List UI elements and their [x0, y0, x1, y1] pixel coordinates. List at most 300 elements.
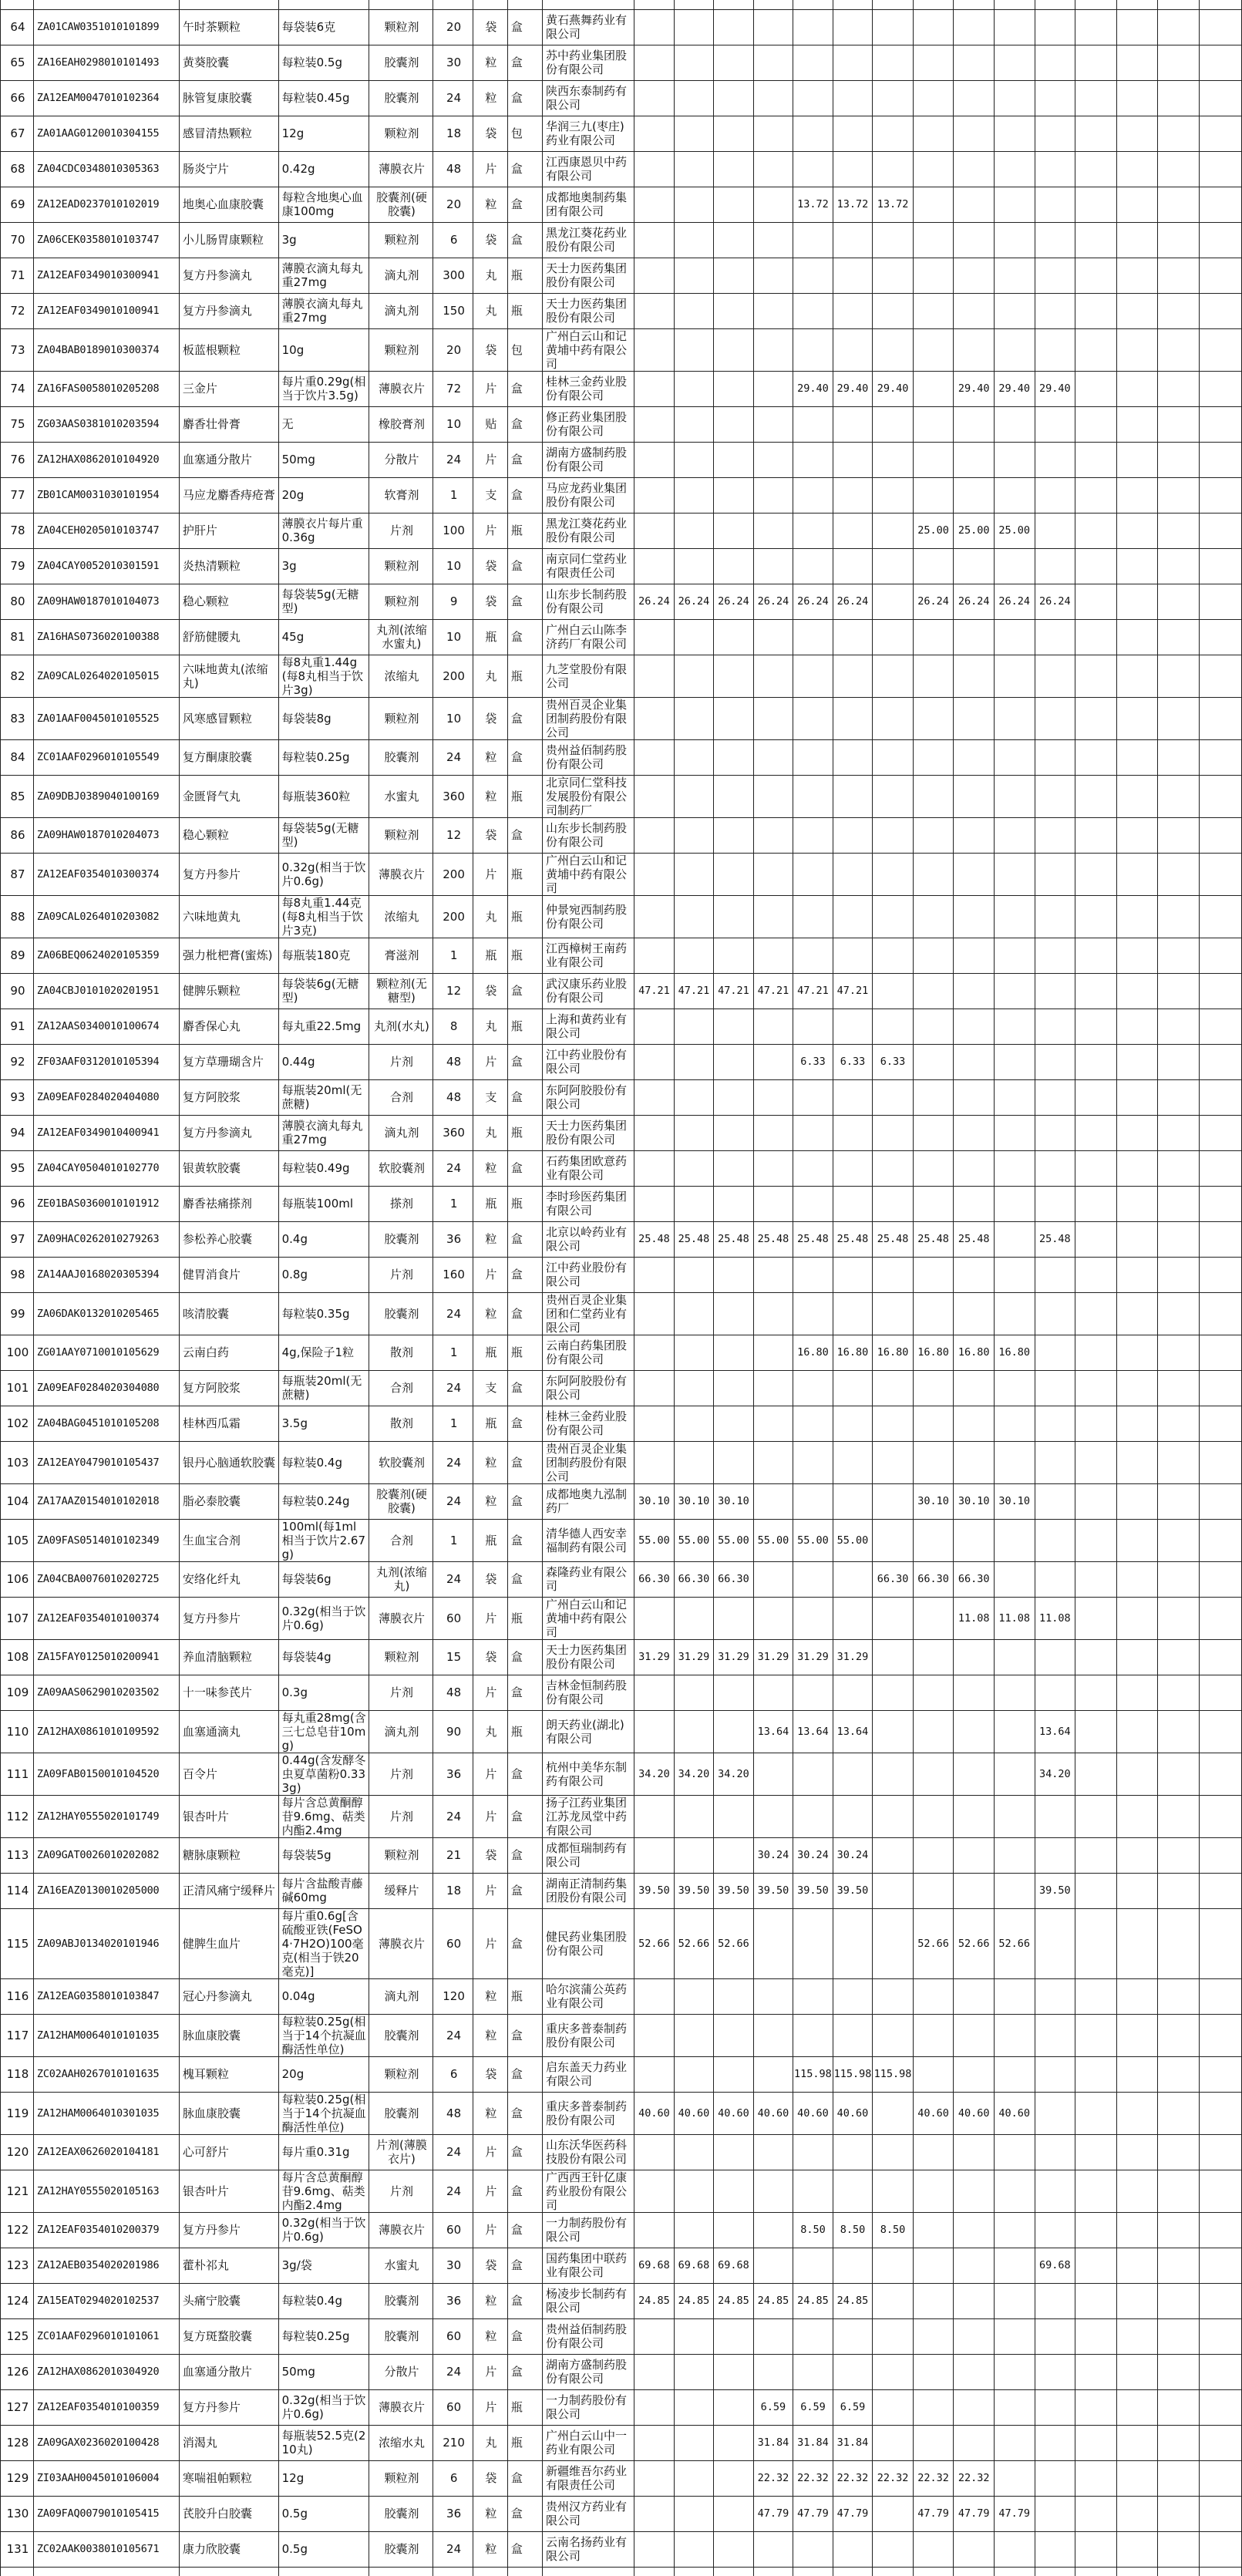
price-cell: [833, 619, 873, 655]
price-cell: [1200, 584, 1242, 619]
price-cell: 25.48: [714, 1221, 754, 1257]
table-row: [1, 895, 1242, 938]
price-cell: [1035, 1335, 1075, 1370]
pack-quantity-cell: 9: [433, 584, 473, 619]
dosage-form-cell: 薄膜衣片: [369, 1597, 433, 1639]
price-cell: [1035, 258, 1075, 293]
price-cell: 40.60: [634, 2092, 675, 2134]
unit-cell: 袋: [473, 222, 507, 258]
specification-cell: 每片重0.29g(相当于饮片3.5g): [278, 371, 369, 406]
price-cell: 6.59: [833, 2389, 873, 2425]
price-cell: [1035, 187, 1075, 222]
price-cell: [1035, 1044, 1075, 1079]
price-cell: [994, 2389, 1035, 2425]
table-row: [1, 328, 1242, 371]
price-cell: [833, 1406, 873, 1441]
dosage-form-cell: 橡胶膏剂: [369, 406, 433, 442]
price-cell: [994, 739, 1035, 775]
price-cell: [873, 222, 914, 258]
price-cell: [994, 775, 1035, 817]
table-top-row: [1, 0, 1242, 9]
price-cell: [1116, 853, 1158, 895]
dosage-form-cell: 片剂: [369, 1675, 433, 1710]
table-row: [1, 1292, 1242, 1335]
price-cell: 26.24: [753, 584, 793, 619]
price-cell: [913, 477, 954, 513]
price-cell: [1200, 2460, 1242, 2496]
product-code-cell: ZA04CDC0348010305363: [33, 151, 179, 187]
row-number-cell: 102: [1, 1406, 34, 1441]
pack-quantity-cell: 60: [433, 1908, 473, 1978]
table-cell: [1035, 0, 1075, 9]
price-cell: 25.48: [913, 1221, 954, 1257]
package-cell: 盒: [507, 619, 542, 655]
price-cell: [674, 80, 714, 116]
dosage-form-cell: 颗粒剂: [369, 1639, 433, 1675]
price-cell: [1035, 775, 1075, 817]
price-cell: [873, 1675, 914, 1710]
price-cell: [1200, 1483, 1242, 1519]
drug-name-cell: 炎热清颗粒: [179, 548, 278, 584]
manufacturer-cell: 广州白云山和记黄埔中药有限公司: [543, 1597, 634, 1639]
dosage-form-cell: 胶囊剂(硬胶囊): [369, 1483, 433, 1519]
price-cell: [1116, 1675, 1158, 1710]
unit-cell: 丸: [473, 1710, 507, 1753]
price-cell: [1158, 2496, 1200, 2531]
price-cell: [1075, 2056, 1117, 2092]
price-cell: [1158, 1561, 1200, 1597]
package-cell: 盒: [507, 1370, 542, 1406]
price-cell: [1035, 1675, 1075, 1710]
table-row: [1, 1639, 1242, 1675]
specification-cell: 每瓶装180克: [278, 938, 369, 973]
row-number-cell: 75: [1, 406, 34, 442]
specification-cell: 每粒装0.4g: [278, 1441, 369, 1483]
package-cell: 瓶: [507, 2389, 542, 2425]
price-cell: [1200, 1837, 1242, 1873]
dosage-form-cell: 滴丸剂: [369, 258, 433, 293]
price-cell: [994, 2283, 1035, 2318]
price-cell: [833, 1753, 873, 1795]
dosage-form-cell: 分散片: [369, 2354, 433, 2389]
price-cell: 47.21: [714, 973, 754, 1009]
price-cell: [833, 2134, 873, 2170]
price-cell: [793, 2531, 833, 2567]
price-cell: [913, 406, 954, 442]
price-cell: [753, 371, 793, 406]
price-cell: [634, 9, 675, 45]
price-cell: [1116, 187, 1158, 222]
unit-cell: 片: [473, 1044, 507, 1079]
price-cell: [674, 619, 714, 655]
manufacturer-cell: 广州白云山和记黄埔中药有限公司: [543, 853, 634, 895]
price-cell: [1075, 1441, 1117, 1483]
product-code-cell: ZA12HAX0862010304920: [33, 2354, 179, 2389]
price-cell: 11.08: [954, 1597, 995, 1639]
price-cell: [873, 1908, 914, 1978]
price-cell: [873, 328, 914, 371]
manufacturer-cell: 贵州百灵企业集团制药股份有限公司: [543, 1441, 634, 1483]
manufacturer-cell: 云南白药集团股份有限公司: [543, 1335, 634, 1370]
product-code-cell: ZA12EAF0349010100941: [33, 293, 179, 328]
price-cell: [994, 2212, 1035, 2248]
unit-cell: 支: [473, 1370, 507, 1406]
price-cell: [1075, 739, 1117, 775]
price-cell: 16.80: [873, 1335, 914, 1370]
price-cell: [634, 513, 675, 548]
package-cell: 盒: [507, 817, 542, 853]
package-cell: 盒: [507, 80, 542, 116]
package-cell: 盒: [507, 2354, 542, 2389]
price-cell: [753, 222, 793, 258]
price-cell: [1200, 1675, 1242, 1710]
pack-quantity-cell: 48: [433, 2092, 473, 2134]
pack-quantity-cell: 1: [433, 1335, 473, 1370]
price-cell: [753, 2531, 793, 2567]
row-number-cell: 72: [1, 293, 34, 328]
price-cell: [793, 1370, 833, 1406]
price-cell: [1200, 1978, 1242, 2014]
price-cell: [913, 739, 954, 775]
price-cell: [634, 1292, 675, 1335]
price-cell: [1075, 1978, 1117, 2014]
price-cell: [1158, 2318, 1200, 2354]
package-cell: 盒: [507, 2170, 542, 2212]
price-cell: [873, 2014, 914, 2056]
product-code-cell: ZA09CAL0264020105015: [33, 655, 179, 697]
price-cell: [954, 293, 995, 328]
price-cell: 66.30: [873, 1561, 914, 1597]
price-cell: [674, 938, 714, 973]
product-code-cell: ZA09CAL0264010203082: [33, 895, 179, 938]
price-cell: [674, 1079, 714, 1115]
price-cell: [1075, 2531, 1117, 2567]
price-cell: [793, 513, 833, 548]
drug-name-cell: 复方丹参滴丸: [179, 1115, 278, 1150]
price-cell: [1035, 619, 1075, 655]
price-cell: 30.10: [674, 1483, 714, 1519]
dosage-form-cell: 水蜜丸: [369, 775, 433, 817]
price-cell: [913, 1079, 954, 1115]
product-code-cell: ZA09HAW0187010104073: [33, 584, 179, 619]
price-cell: [913, 1044, 954, 1079]
price-cell: [793, 548, 833, 584]
manufacturer-cell: 云南名扬药业有限公司: [543, 2531, 634, 2567]
package-cell: 瓶: [507, 1115, 542, 1150]
price-cell: [954, 1370, 995, 1406]
price-cell: [1200, 1406, 1242, 1441]
drug-name-cell: 强力枇杷膏(蜜炼): [179, 938, 278, 973]
price-cell: 47.21: [634, 973, 675, 1009]
unit-cell: 袋: [473, 1837, 507, 1873]
product-code-cell: ZA12AEB0354020201986: [33, 2248, 179, 2283]
price-cell: [674, 2496, 714, 2531]
specification-cell: 0.8g: [278, 1257, 369, 1292]
price-cell: [634, 1978, 675, 2014]
package-cell: 瓶: [507, 1597, 542, 1639]
price-cell: [1158, 442, 1200, 477]
drug-name-cell: 复方丹参片: [179, 1597, 278, 1639]
price-cell: [753, 1335, 793, 1370]
dosage-form-cell: 颗粒剂: [369, 1837, 433, 1873]
price-cell: [954, 1873, 995, 1908]
price-cell: [634, 371, 675, 406]
price-cell: 25.48: [1035, 1221, 1075, 1257]
price-cell: [753, 2170, 793, 2212]
price-cell: [714, 938, 754, 973]
price-cell: [954, 2170, 995, 2212]
table-row: [1, 739, 1242, 775]
price-cell: [1158, 1370, 1200, 1406]
price-cell: 52.66: [994, 1908, 1035, 1978]
price-cell: [954, 775, 995, 817]
price-cell: [1116, 2248, 1158, 2283]
row-number-cell: 97: [1, 1221, 34, 1257]
manufacturer-cell: 广州白云山中一药业有限公司: [543, 2425, 634, 2460]
row-number-cell: 87: [1, 853, 34, 895]
price-cell: [1116, 442, 1158, 477]
dosage-form-cell: 散剂: [369, 1335, 433, 1370]
price-cell: [1158, 1009, 1200, 1044]
price-cell: [1158, 775, 1200, 817]
price-cell: [833, 1079, 873, 1115]
price-cell: [873, 513, 914, 548]
product-code-cell: ZA16EAH0298010101493: [33, 45, 179, 80]
table-cell: [1035, 2567, 1075, 2576]
product-code-cell: ZA04CEH0205010103747: [33, 513, 179, 548]
price-cell: [954, 1978, 995, 2014]
price-cell: [674, 739, 714, 775]
price-cell: [634, 2389, 675, 2425]
price-cell: 66.30: [913, 1561, 954, 1597]
specification-cell: 每袋装5g(无糖型): [278, 584, 369, 619]
price-cell: [634, 442, 675, 477]
product-code-cell: ZG01AAY0710010105629: [33, 1335, 179, 1370]
price-cell: [913, 2170, 954, 2212]
product-code-cell: ZA09EAF0284020404080: [33, 1079, 179, 1115]
table-cell: [994, 0, 1035, 9]
price-cell: [833, 116, 873, 151]
package-cell: 盒: [507, 1441, 542, 1483]
price-cell: [753, 1675, 793, 1710]
price-cell: [753, 1561, 793, 1597]
unit-cell: 片: [473, 1257, 507, 1292]
price-cell: [833, 9, 873, 45]
price-cell: [1035, 80, 1075, 116]
price-cell: [753, 739, 793, 775]
specification-cell: 0.44g: [278, 1044, 369, 1079]
manufacturer-cell: 山东步长制药股份有限公司: [543, 817, 634, 853]
package-cell: 包: [507, 328, 542, 371]
product-code-cell: ZC01AAF0296010105549: [33, 739, 179, 775]
specification-cell: 每袋装6g: [278, 1561, 369, 1597]
price-cell: [1200, 2014, 1242, 2056]
product-code-cell: ZA09DBJ0389040100169: [33, 775, 179, 817]
price-cell: [1116, 2212, 1158, 2248]
price-cell: [634, 293, 675, 328]
price-cell: [1200, 775, 1242, 817]
price-cell: 26.24: [994, 584, 1035, 619]
price-cell: [753, 2212, 793, 2248]
unit-cell: 袋: [473, 2460, 507, 2496]
row-number-cell: 123: [1, 2248, 34, 2283]
price-cell: [873, 1406, 914, 1441]
price-cell: [714, 1597, 754, 1639]
price-cell: [994, 973, 1035, 1009]
dosage-form-cell: 薄膜衣片: [369, 2212, 433, 2248]
price-cell: [634, 328, 675, 371]
price-cell: [674, 1009, 714, 1044]
price-cell: [753, 2318, 793, 2354]
price-cell: [1200, 1221, 1242, 1257]
price-cell: [753, 1406, 793, 1441]
price-cell: [753, 775, 793, 817]
price-cell: [1158, 1795, 1200, 1837]
price-cell: [913, 1519, 954, 1561]
price-cell: 26.24: [954, 584, 995, 619]
table-bottom-row: [1, 2567, 1242, 2576]
price-cell: [913, 328, 954, 371]
product-code-cell: ZA06DAK0132010205465: [33, 1292, 179, 1335]
table-row: [1, 293, 1242, 328]
package-cell: 盒: [507, 1221, 542, 1257]
price-cell: [674, 548, 714, 584]
price-cell: [873, 1186, 914, 1221]
price-cell: [1200, 2318, 1242, 2354]
pack-quantity-cell: 30: [433, 2248, 473, 2283]
price-cell: [833, 1009, 873, 1044]
price-cell: 31.29: [634, 1639, 675, 1675]
price-cell: [1200, 1370, 1242, 1406]
package-cell: 盒: [507, 1908, 542, 1978]
package-cell: 盒: [507, 2496, 542, 2531]
price-cell: [1158, 2460, 1200, 2496]
price-cell: 26.24: [714, 584, 754, 619]
price-cell: [634, 1675, 675, 1710]
price-cell: [994, 1441, 1035, 1483]
price-cell: [793, 817, 833, 853]
row-number-cell: 124: [1, 2283, 34, 2318]
price-cell: [994, 187, 1035, 222]
pack-quantity-cell: 48: [433, 1675, 473, 1710]
price-cell: [674, 1406, 714, 1441]
package-cell: 盒: [507, 584, 542, 619]
price-cell: [714, 2460, 754, 2496]
price-cell: [1200, 895, 1242, 938]
price-cell: 25.48: [954, 1221, 995, 1257]
manufacturer-cell: 江中药业股份有限公司: [543, 1044, 634, 1079]
price-cell: [833, 328, 873, 371]
price-cell: [1200, 655, 1242, 697]
price-cell: 29.40: [793, 371, 833, 406]
price-cell: [753, 2354, 793, 2389]
drug-name-cell: 桂林西瓜霜: [179, 1406, 278, 1441]
table-cell: [833, 0, 873, 9]
dosage-form-cell: 浓缩水丸: [369, 2425, 433, 2460]
manufacturer-cell: 森隆药业有限公司: [543, 1561, 634, 1597]
price-cell: 55.00: [833, 1519, 873, 1561]
price-cell: [873, 548, 914, 584]
price-cell: [994, 1370, 1035, 1406]
price-cell: [1116, 1710, 1158, 1753]
unit-cell: 袋: [473, 817, 507, 853]
price-cell: [753, 1597, 793, 1639]
package-cell: 盒: [507, 1519, 542, 1561]
price-cell: [714, 406, 754, 442]
price-cell: [994, 1710, 1035, 1753]
price-cell: [674, 258, 714, 293]
price-cell: [954, 739, 995, 775]
price-cell: [833, 1483, 873, 1519]
table-row: [1, 1335, 1242, 1370]
price-cell: [634, 775, 675, 817]
price-cell: [674, 817, 714, 853]
table-row: [1, 1441, 1242, 1483]
price-cell: [714, 328, 754, 371]
price-cell: 30.10: [634, 1483, 675, 1519]
product-code-cell: ZA17AAZ0154010102018: [33, 1483, 179, 1519]
price-cell: [793, 1908, 833, 1978]
price-cell: [873, 2092, 914, 2134]
drug-name-cell: 健脾乐颗粒: [179, 973, 278, 1009]
table-cell: [954, 0, 995, 9]
price-cell: 66.30: [954, 1561, 995, 1597]
price-cell: [674, 45, 714, 80]
price-cell: [1158, 548, 1200, 584]
pack-quantity-cell: 150: [433, 293, 473, 328]
pack-quantity-cell: 18: [433, 1873, 473, 1908]
price-cell: [674, 1978, 714, 2014]
price-cell: [753, 548, 793, 584]
table-row: [1, 2318, 1242, 2354]
price-cell: [793, 938, 833, 973]
package-cell: 盒: [507, 2460, 542, 2496]
specification-cell: 3g: [278, 222, 369, 258]
price-cell: [994, 655, 1035, 697]
drug-name-cell: 复方阿胶浆: [179, 1079, 278, 1115]
table-cell: [634, 0, 675, 9]
pack-quantity-cell: 24: [433, 739, 473, 775]
price-cell: [793, 2170, 833, 2212]
specification-cell: 0.32g(相当于饮片0.6g): [278, 853, 369, 895]
price-cell: 52.66: [913, 1908, 954, 1978]
row-number-cell: 116: [1, 1978, 34, 2014]
manufacturer-cell: 山东沃华医药科技股份有限公司: [543, 2134, 634, 2170]
price-cell: [1075, 513, 1117, 548]
price-cell: [1158, 1150, 1200, 1186]
price-cell: [793, 895, 833, 938]
price-cell: [793, 1675, 833, 1710]
price-cell: [1116, 1483, 1158, 1519]
package-cell: 盒: [507, 1150, 542, 1186]
price-cell: [1116, 406, 1158, 442]
table-row: [1, 1873, 1242, 1908]
package-cell: 盒: [507, 371, 542, 406]
drug-name-cell: 复方丹参片: [179, 2389, 278, 2425]
price-cell: [1158, 1873, 1200, 1908]
dosage-form-cell: 胶囊剂: [369, 739, 433, 775]
price-cell: [913, 2014, 954, 2056]
table-row: [1, 2092, 1242, 2134]
package-cell: 瓶: [507, 258, 542, 293]
price-cell: [1035, 9, 1075, 45]
price-cell: [873, 973, 914, 1009]
price-cell: [793, 619, 833, 655]
specification-cell: 每瓶装20ml(无蔗糖): [278, 1370, 369, 1406]
pack-quantity-cell: 1: [433, 1519, 473, 1561]
price-cell: [714, 513, 754, 548]
price-cell: [833, 406, 873, 442]
